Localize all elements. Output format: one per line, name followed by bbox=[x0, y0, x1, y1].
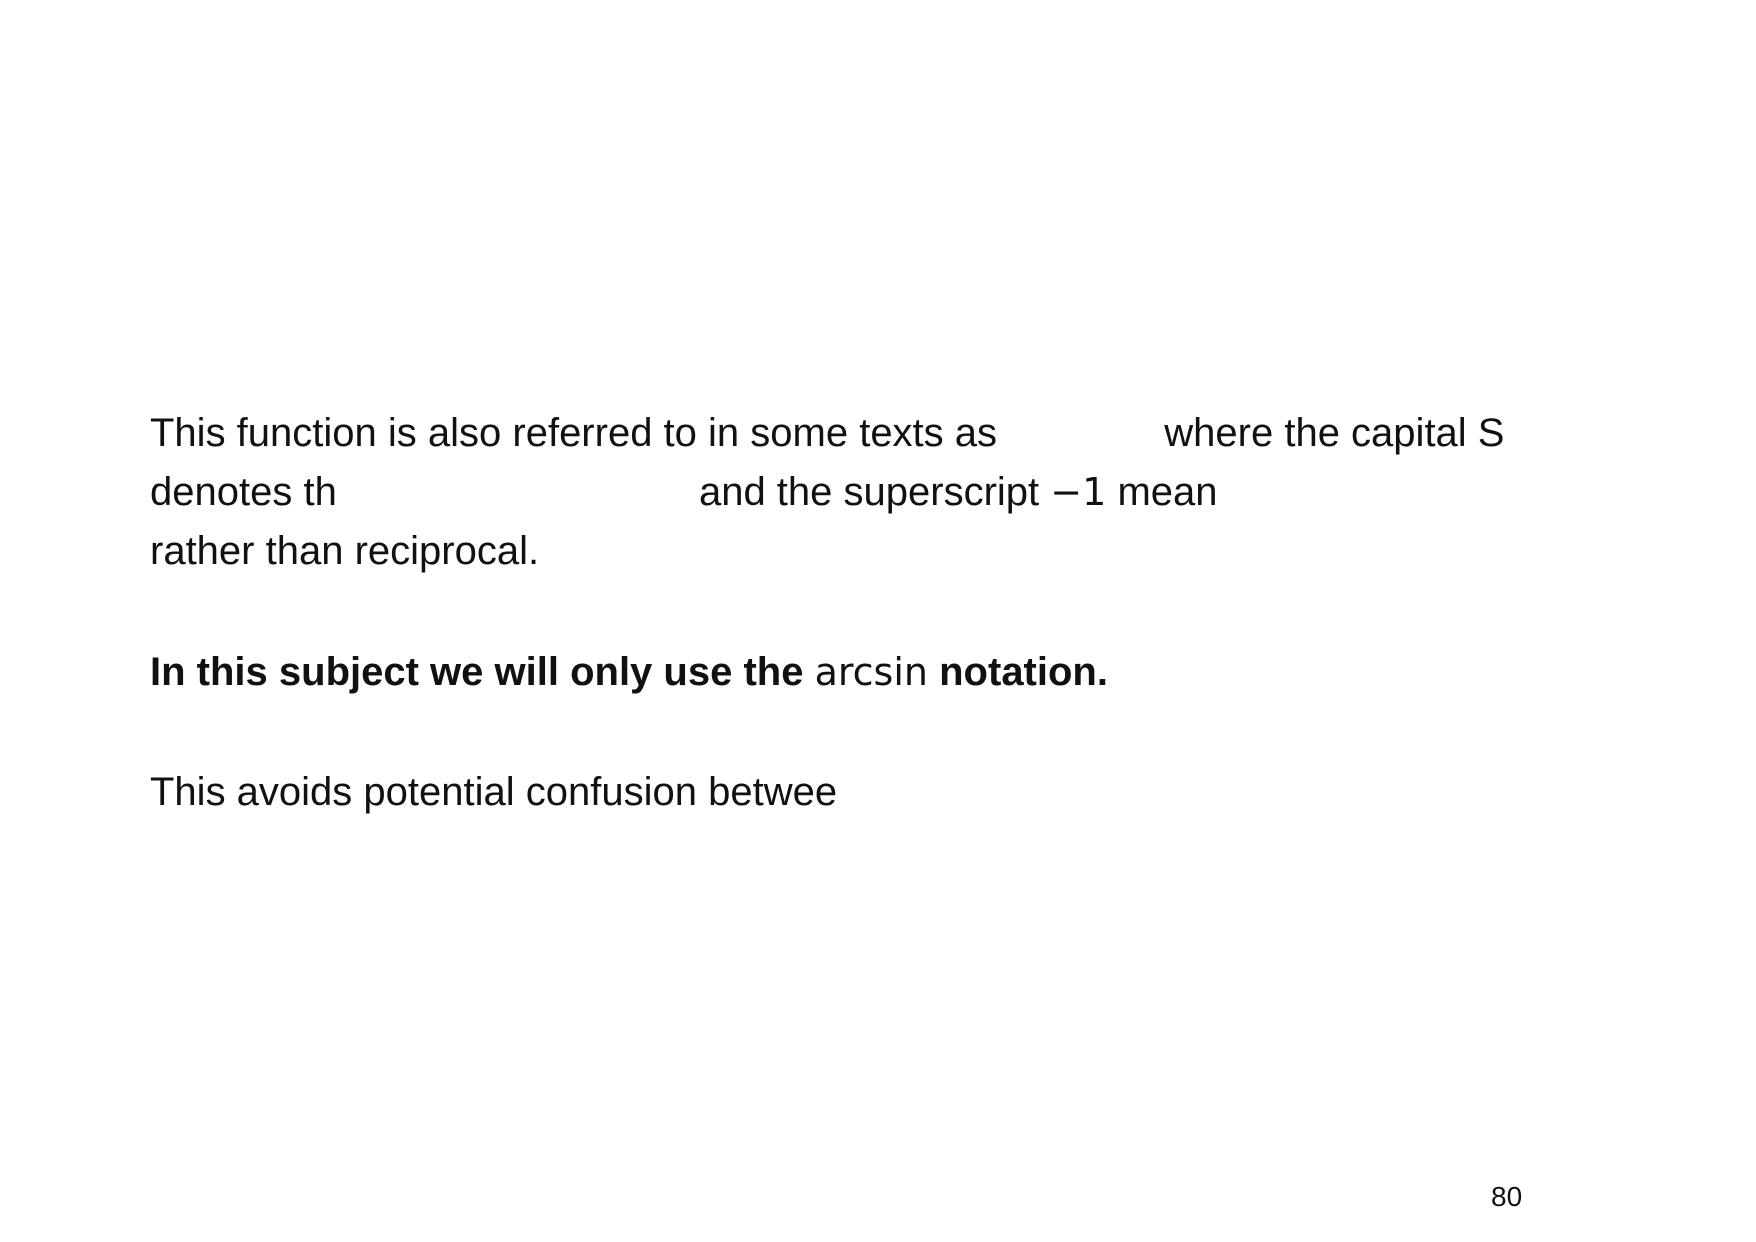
confusion-text: This avoids potential confusion betwee bbox=[150, 770, 838, 814]
line1-text-start: This function is also referred to in some texts as bbox=[150, 411, 998, 455]
line2-text-end: mean bbox=[1117, 470, 1218, 514]
page-number: 80 bbox=[1491, 1181, 1523, 1212]
bold-text-end: notation. bbox=[939, 650, 1108, 694]
bold-text-start: In this subject we will only use the bbox=[150, 650, 804, 694]
paragraph-notation-description bbox=[150, 404, 1504, 581]
paragraph-arcsin-notation bbox=[150, 643, 1108, 702]
line2-text-middle: and the superscript bbox=[698, 470, 1040, 514]
paragraph-line-3: rather than reciprocal. bbox=[150, 529, 540, 573]
line2-text-start: denotes th bbox=[150, 470, 337, 514]
paragraph-line-2 bbox=[150, 463, 1504, 522]
paragraph-confusion bbox=[150, 763, 837, 822]
arcsin-math: arcsin bbox=[814, 650, 928, 694]
line1-text-end: where the capital S bbox=[1164, 411, 1505, 455]
paragraph-line-1 bbox=[150, 404, 1504, 463]
superscript-minus-one-math: −1 bbox=[1050, 470, 1107, 514]
